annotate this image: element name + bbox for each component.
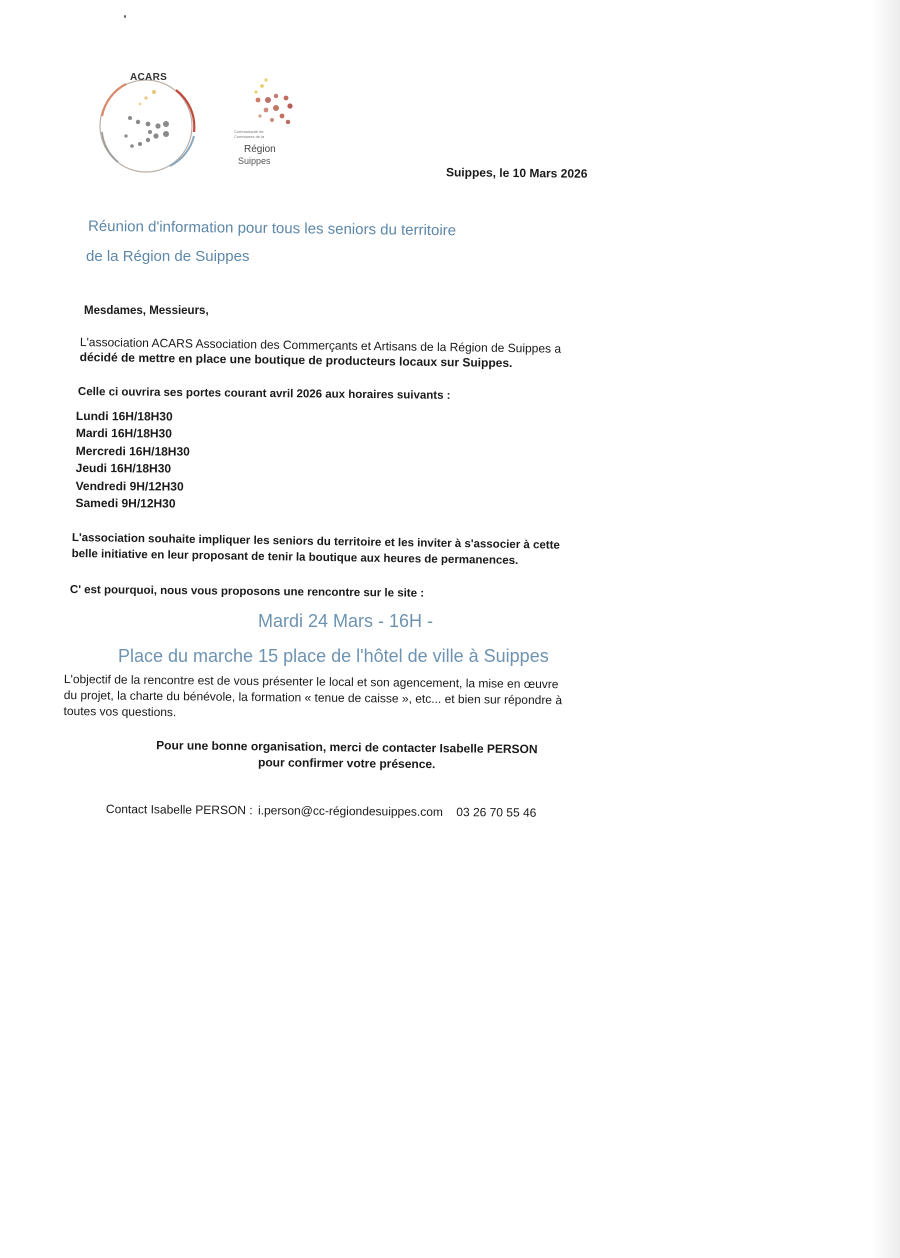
paragraph-intro bbox=[80, 335, 562, 372]
hours-item: Lundi 16H/18H30 bbox=[75, 409, 173, 424]
letter-date: Suippes, le 10 Mars 2026 bbox=[445, 165, 588, 181]
meeting-place: Place du marche 15 place de l'hôtel de ville à Suippes bbox=[118, 646, 549, 666]
paragraph-seniors-line-2: belle initiative en leur proposant de tenir la boutique aux heures de permanences. bbox=[71, 547, 519, 567]
paragraph-objective bbox=[63, 671, 562, 724]
organisation-note-line-2: pour confirmer votre présence. bbox=[257, 755, 436, 772]
region-logo-region-text: Région bbox=[244, 144, 276, 155]
hours-item: Vendredi 9H/12H30 bbox=[75, 478, 184, 494]
paragraph-intro-line-2: décidé de mettre en place une boutique de producteurs locaux sur Suippes. bbox=[79, 349, 513, 371]
scan-edge-shadow bbox=[872, 0, 900, 1258]
hours-item: Jeudi 16H/18H30 bbox=[75, 461, 172, 476]
paragraph-objective-line-1: L'objectif de la rencontre est de vous présenter le local et son agencement, la mise en œuvre bbox=[63, 671, 559, 692]
region-logo-suippes-text: Suippes bbox=[238, 156, 271, 166]
paragraph-intro-line-1: L'association ACARS Association des Commerçants et Artisans de la Région de Suippes a bbox=[79, 335, 562, 356]
region-suippes-logo bbox=[232, 76, 296, 172]
paragraph-objective-line-3: toutes vos questions. bbox=[63, 703, 177, 720]
scan-speck bbox=[124, 15, 126, 18]
meeting-date: Mardi 24 Mars - 16H - bbox=[258, 611, 434, 631]
title-line-2: de la Région de Suippes bbox=[86, 248, 250, 265]
region-logo-graphic bbox=[232, 76, 296, 130]
paragraph-seniors-line-1: L'association souhaite impliquer les seniors du territoire et les inviter à s'associer à cette bbox=[71, 531, 560, 552]
hours-item: Samedi 9H/12H30 bbox=[75, 496, 176, 511]
opening-hours-list bbox=[75, 408, 190, 513]
acars-logo-graphic bbox=[90, 70, 208, 174]
paragraph-seniors bbox=[72, 531, 560, 570]
contact-email-link[interactable]: i.person@cc-régiondesuippes.com bbox=[257, 803, 444, 819]
paragraph-meeting-intro: C' est pourquoi, nous vous proposons une rencontre sur le site : bbox=[69, 584, 425, 600]
hours-item: Mercredi 16H/18H30 bbox=[75, 443, 190, 459]
contact-phone: 03 26 70 55 46 bbox=[456, 805, 537, 820]
acars-logo bbox=[90, 70, 208, 174]
title-line-1: Réunion d'information pour tous les seniors du territoire bbox=[87, 217, 457, 240]
organisation-note bbox=[134, 737, 560, 773]
greeting: Mesdames, Messieurs, bbox=[84, 305, 209, 317]
hours-item: Mardi 16H/18H30 bbox=[75, 426, 172, 441]
region-logo-small-text: Communauté de Communes de la bbox=[234, 129, 265, 139]
contact-line bbox=[106, 802, 537, 820]
contact-label: Contact Isabelle PERSON : bbox=[105, 802, 253, 818]
organisation-note-line-1: Pour une bonne organisation, merci de contacter Isabelle PERSON bbox=[156, 738, 538, 757]
acars-logo-name: ACARS bbox=[130, 72, 168, 83]
paragraph-objective-line-2: du projet, la charte du bénévole, la formation « tenue de caisse », etc... et bien sur répondre à bbox=[63, 687, 563, 708]
paragraph-opening: Celle ci ouvrira ses portes courant avril 2026 aux horaires suivants : bbox=[77, 385, 451, 402]
